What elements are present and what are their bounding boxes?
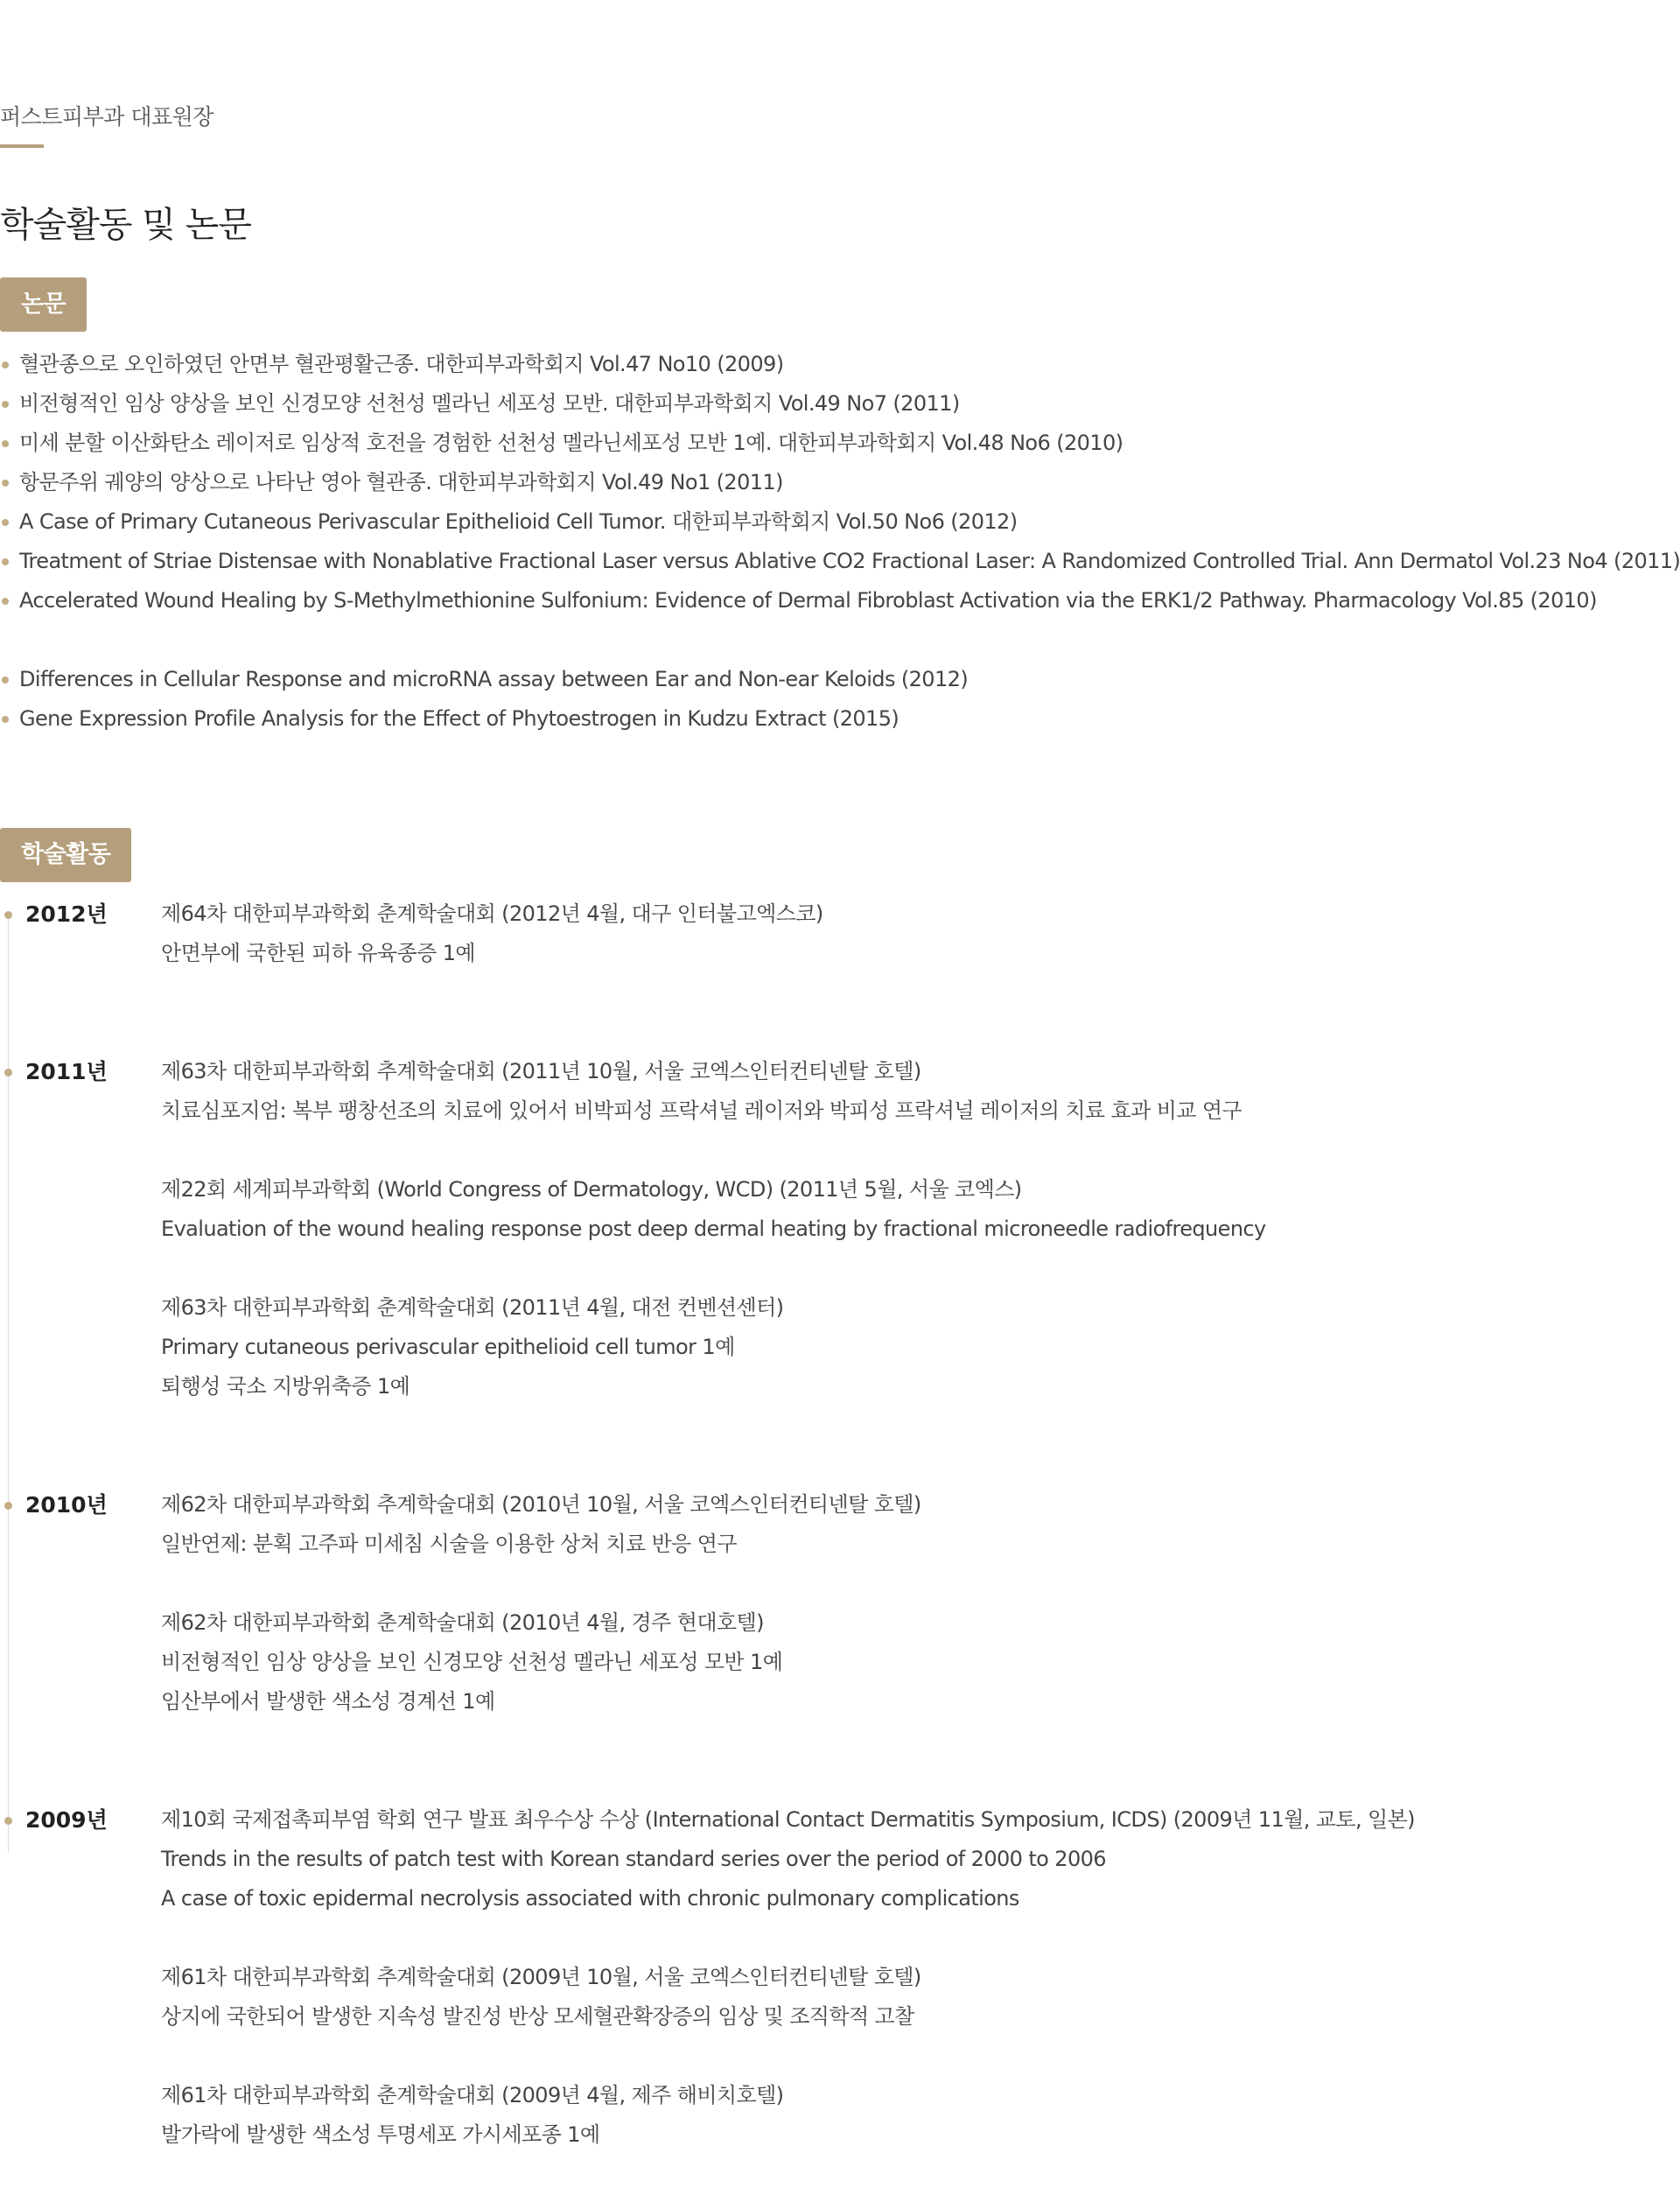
year-label: 2009년	[25, 1807, 108, 1833]
year-label: 2012년	[25, 901, 108, 927]
bullet-icon	[2, 361, 9, 368]
event-detail: 발가락에 발생한 색소성 투명세포 가시세포종 1예	[161, 2122, 600, 2147]
event-detail: Trends in the results of patch test with Korean standard series over the period of 2000 to 2006	[161, 1847, 1106, 1871]
bullet-icon	[2, 716, 9, 723]
event-detail: 상지에 국한되어 발생한 지속성 발진성 반상 모세혈관확장증의 임상 및 조직학적 고찰	[161, 2004, 914, 2029]
event	[161, 1052, 1266, 1131]
timeline-dot-icon	[4, 911, 12, 919]
event-title: 제62차 대한피부과학회 춘계학술대회 (2010년 4월, 경주 현대호텔)	[161, 1610, 764, 1635]
event-detail: 비전형적인 임상 양상을 보인 신경모양 선천성 멜라닌 세포성 모반 1예	[161, 1650, 783, 1674]
timeline-dot-icon	[4, 1502, 12, 1510]
bullet-icon	[2, 480, 9, 487]
event-detail: Evaluation of the wound healing response post deep dermal heating by fractional microneedle radiofrequency	[161, 1217, 1266, 1241]
event-list	[161, 894, 823, 973]
paper-item: 항문주위 궤양의 양상으로 나타난 영아 혈관종. 대한피부과학회지 Vol.49 No1 (2011)	[0, 463, 1680, 502]
event-title: 제61차 대한피부과학회 춘계학술대회 (2009년 4월, 제주 해비치호텔)	[161, 2083, 784, 2107]
paper-item: 혈관종으로 오인하였던 안면부 혈관평활근종. 대한피부과학회지 Vol.47 No10 (2009)	[0, 345, 1680, 384]
papers-badge: 논문	[0, 277, 87, 332]
bullet-icon	[2, 401, 9, 408]
paper-list	[0, 345, 1680, 739]
event-detail: 치료심포지엄: 복부 팽창선조의 치료에 있어서 비박피성 프락셔널 레이저와 박피성 프락셔널 레이저의 치료 효과 비교 연구	[161, 1098, 1242, 1123]
paper-item: Treatment of Striae Distensae with Nonablative Fractional Laser versus Ablative CO2 Fractional Laser: A Randomized Controlled Trial. Ann Dermatol Vol.23 No4 (2011)	[0, 542, 1680, 581]
paper-item: 미세 분할 이산화탄소 레이저로 임상적 호전을 경험한 선천성 멜라닌세포성 모반 1예. 대한피부과학회지 Vol.48 No6 (2010)	[0, 424, 1680, 463]
paper-item: Accelerated Wound Healing by S-Methylmethionine Sulfonium: Evidence of Dermal Fibroblast Activation via the ERK1/2 Pathway. Pharmacology Vol.85 (2010)	[0, 581, 1680, 621]
timeline-dot-icon	[4, 1069, 12, 1076]
timeline-dot-icon	[4, 1817, 12, 1825]
doctor-title: 퍼스트피부과 대표원장	[0, 104, 214, 130]
event-detail: 임산부에서 발생한 색소성 경계선 1예	[161, 1689, 495, 1714]
event	[161, 1958, 1415, 2037]
paper-item: 비전형적인 임상 양상을 보인 신경모양 선천성 멜라닌 세포성 모반. 대한피부과학회지 Vol.49 No7 (2011)	[0, 384, 1680, 424]
event-list	[161, 1052, 1266, 1406]
paper-item: Gene Expression Profile Analysis for the Effect of Phytoestrogen in Kudzu Extract (2015)	[0, 699, 1680, 739]
bullet-icon	[2, 677, 9, 684]
event-title: 제61차 대한피부과학회 추계학술대회 (2009년 10월, 서울 코엑스인터컨티넨탈 호텔)	[161, 1965, 921, 1989]
event-title: 제63차 대한피부과학회 춘계학술대회 (2011년 4월, 대전 컨벤션센터)	[161, 1295, 784, 1320]
event-detail: 일반연제: 분획 고주파 미세침 시술을 이용한 상처 치료 반응 연구	[161, 1532, 737, 1556]
event-detail: 퇴행성 국소 지방위축증 1예	[161, 1374, 410, 1399]
bullet-icon	[2, 440, 9, 447]
event-detail: 안면부에 국한된 피하 유육종증 1예	[161, 941, 475, 965]
paper-item: Differences in Cellular Response and microRNA assay between Ear and Non-ear Keloids (2012)	[0, 660, 1680, 699]
event-title: 제22회 세계피부과학회 (World Congress of Dermatology, WCD) (2011년 5월, 서울 코엑스)	[161, 1177, 1022, 1202]
title-accent-bar	[0, 144, 44, 148]
timeline-line	[8, 912, 9, 1853]
year-label: 2011년	[25, 1059, 108, 1084]
event	[161, 1800, 1415, 1918]
event	[161, 1288, 1266, 1406]
event	[161, 2076, 1415, 2155]
event	[161, 1485, 921, 1564]
event-title: 제10회 국제접촉피부염 학회 연구 발표 최우수상 수상 (International Contact Dermatitis Symposium, ICDS) (2009년 11월, 교토, 일본)	[161, 1807, 1415, 1832]
activities-badge: 학술활동	[0, 828, 131, 882]
page-title: 학술활동 및 논문	[0, 204, 251, 245]
event	[161, 1603, 921, 1722]
year-label: 2010년	[25, 1492, 108, 1518]
bullet-icon	[2, 519, 9, 526]
event-title: 제62차 대한피부과학회 추계학술대회 (2010년 10월, 서울 코엑스인터컨티넨탈 호텔)	[161, 1492, 921, 1517]
paper-item: A Case of Primary Cutaneous Perivascular Epithelioid Cell Tumor. 대한피부과학회지 Vol.50 No6 (2012)	[0, 502, 1680, 542]
event-detail: A case of toxic epidermal necrolysis associated with chronic pulmonary complications	[161, 1886, 1019, 1911]
bullet-icon	[2, 558, 9, 565]
event-list	[161, 1485, 921, 1722]
event	[161, 894, 823, 973]
event-title: 제64차 대한피부과학회 춘계학술대회 (2012년 4월, 대구 인터불고엑스코)	[161, 901, 823, 926]
bullet-icon	[2, 598, 9, 605]
event-title: 제63차 대한피부과학회 추계학술대회 (2011년 10월, 서울 코엑스인터컨티넨탈 호텔)	[161, 1059, 921, 1083]
event-detail: Primary cutaneous perivascular epithelioid cell tumor 1예	[161, 1335, 735, 1359]
event	[161, 1170, 1266, 1249]
event-list	[161, 1800, 1415, 2155]
